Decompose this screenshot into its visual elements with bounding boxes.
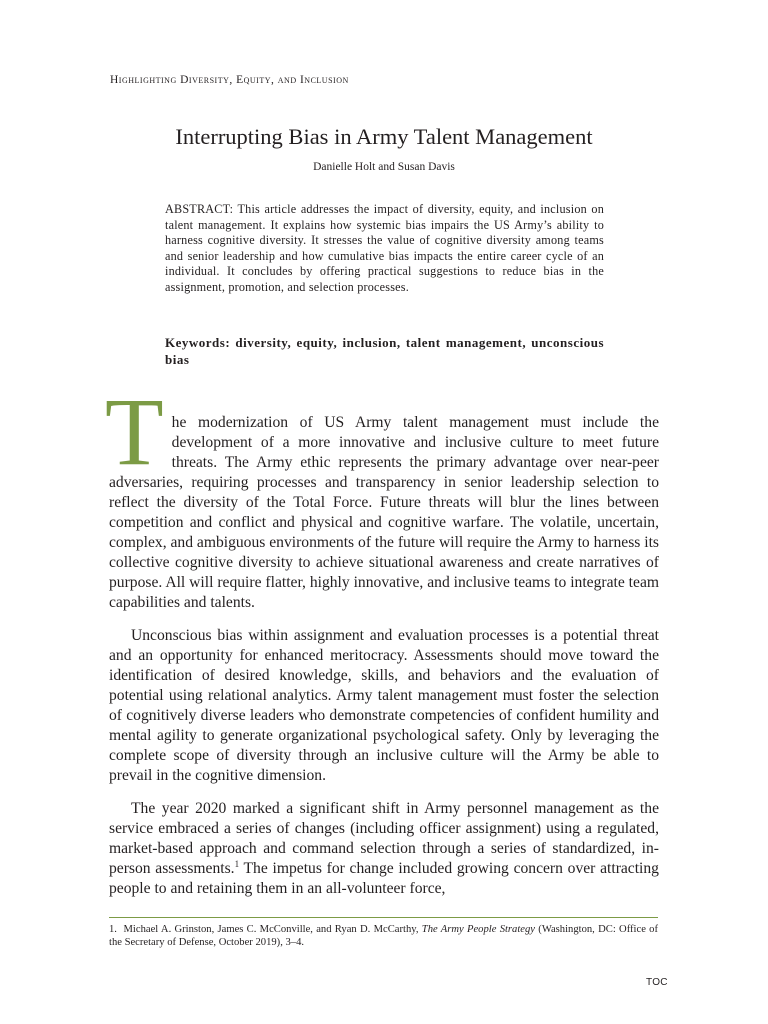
footnote-divider xyxy=(109,917,658,918)
body-paragraph-3-text: The year 2020 marked a significant shift in Army personnel management as the service embraced a series of changes (including officer assignment) using a regulated, market-based approach and command selection through a series of standardized, in-person assessments. xyxy=(109,800,659,877)
footnote-marker-1[interactable]: 1 xyxy=(234,858,240,869)
body-paragraph-1-text: he modernization of US Army talent management must include the development of a more innovative and inclusive culture to meet future threats. The Army ethic represents the primary advantage over near-peer adversaries, requiring processes and transparency in senior leadership selection to reflect the diversity of the Total Force. Future threats will blur the lines between competition and conflict and physical and cognitive warfare. The volatile, uncertain, complex, and ambiguous environments of the future will require the Army to harness its collective cognitive diversity to achieve situational awareness and create narratives of purpose. All will require flatter, highly innovative, and inclusive teams to integrate team capabilities and talents. xyxy=(109,414,659,611)
body-paragraph-2: Unconscious bias within assignment and evaluation processes is a potential threat and an opportunity for enhanced meritocracy. Assessments should move toward the identification of desired knowledge, skills, and behaviors and the evaluation of potential using relational analytics. Army talent management must foster the selection of cognitively diverse leaders who demonstrate competencies of confident humility and mental agility to generate organizational psychological safety. Only by leveraging the complete scope of diversity through an inclusive culture will the Army be able to prevail in the cognitive dimension. xyxy=(109,627,659,784)
toc-link[interactable]: TOC xyxy=(646,977,668,988)
footnote-work-title: The Army People Strategy xyxy=(421,924,536,935)
keywords: Keywords: diversity, equity, inclusion, talent management, unconscious bias xyxy=(165,335,604,367)
abstract: ABSTRACT: This article addresses the impact of diversity, equity, and inclusion on talent management. It explains how systemic bias impairs the US Army’s ability to harness cognitive diversity. It stresses the value of cognitive diversity among teams and senior leadership and how cumulative bias impacts the entire career cycle of an individual. It concludes by offering practical suggestions to reduce bias in the assignment, promotion, and selection processes. xyxy=(165,202,604,294)
footnote-1 xyxy=(109,923,658,949)
article-title: Interrupting Bias in Army Talent Management xyxy=(175,124,593,149)
footnote-number: 1. xyxy=(109,924,117,935)
body-paragraph-1 xyxy=(105,378,659,613)
article-authors: Danielle Holt and Susan Davis xyxy=(313,161,455,173)
footnote-authors: Michael A. Grinston, James C. McConville, and Ryan D. McCarthy, xyxy=(123,924,422,935)
body-paragraph-3 xyxy=(109,799,659,899)
body-paragraph-3-continued: The impetus for change included growing concern over attracting people to and retaining them in an all-volunteer force, xyxy=(109,860,659,897)
drop-cap: T xyxy=(105,378,164,485)
footnote-details: (Washington, DC: Office of the Secretary of Defense, October 2019), 3–4. xyxy=(109,924,659,948)
running-head: Highlighting Diversity, Equity, and Inclusion xyxy=(110,74,349,86)
article-body xyxy=(105,378,659,912)
